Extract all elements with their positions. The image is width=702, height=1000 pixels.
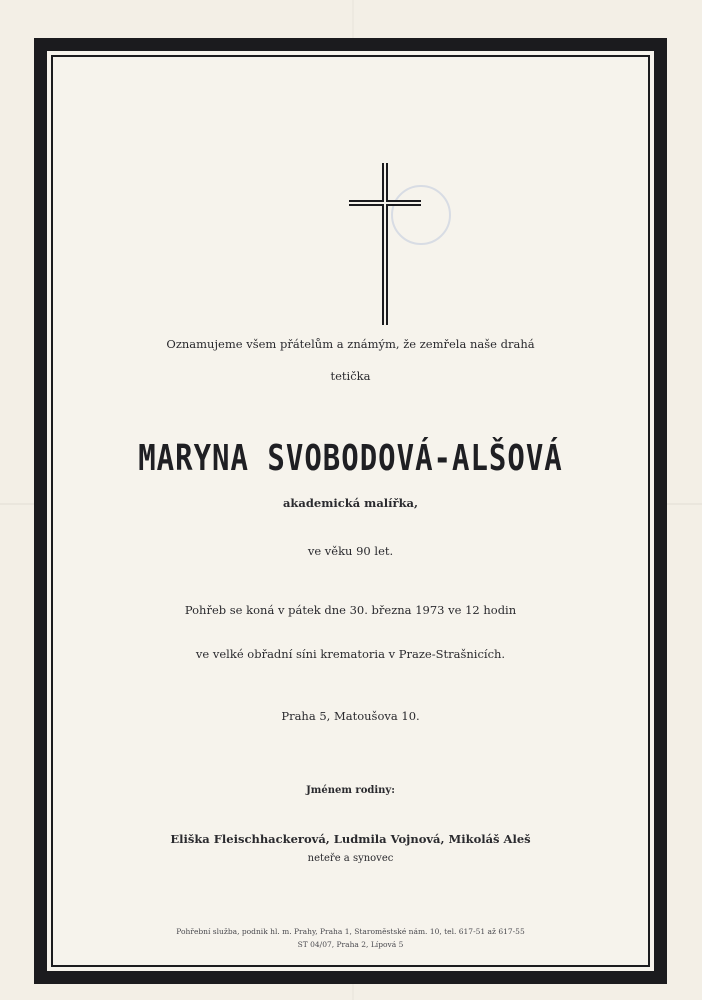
funeral-place-text: ve velké obřadní síni krematoria v Praze-Strašnicích. bbox=[195, 647, 506, 661]
funeral-date-text: Pohřeb se koná v pátek dne 30. března 1973 ve 12 hodin bbox=[184, 603, 517, 617]
printer-footer-line2: ST 04/07, Praha 2, Lípová 5 bbox=[297, 940, 404, 949]
printer-footer-line1: Pohřební služba, podnik hl. m. Prahy, Praha 1, Staroměstské nám. 10, tel. 617-51 až 617-55 bbox=[176, 927, 525, 936]
obituary-content bbox=[53, 57, 648, 965]
age-text: ve věku 90 let. bbox=[307, 544, 394, 558]
deceased-name: MARYNA SVOBODOVÁ-ALŠOVÁ bbox=[138, 437, 563, 479]
family-names: Eliška Fleischhackerová, Ludmila Vojnová, Mikoláš Aleš bbox=[170, 832, 531, 846]
family-address: Praha 5, Matoušova 10. bbox=[281, 709, 420, 723]
family-label: Jménem rodiny: bbox=[306, 785, 395, 796]
profession-text: akademická malířka, bbox=[282, 496, 419, 510]
relation-text: tetička bbox=[330, 369, 371, 383]
announcement-text: Oznamujeme všem přátelům a známým, že zemřela naše drahá bbox=[166, 337, 535, 351]
latin-cross-icon bbox=[349, 163, 421, 325]
family-relation: neteře a synovec bbox=[307, 853, 394, 864]
